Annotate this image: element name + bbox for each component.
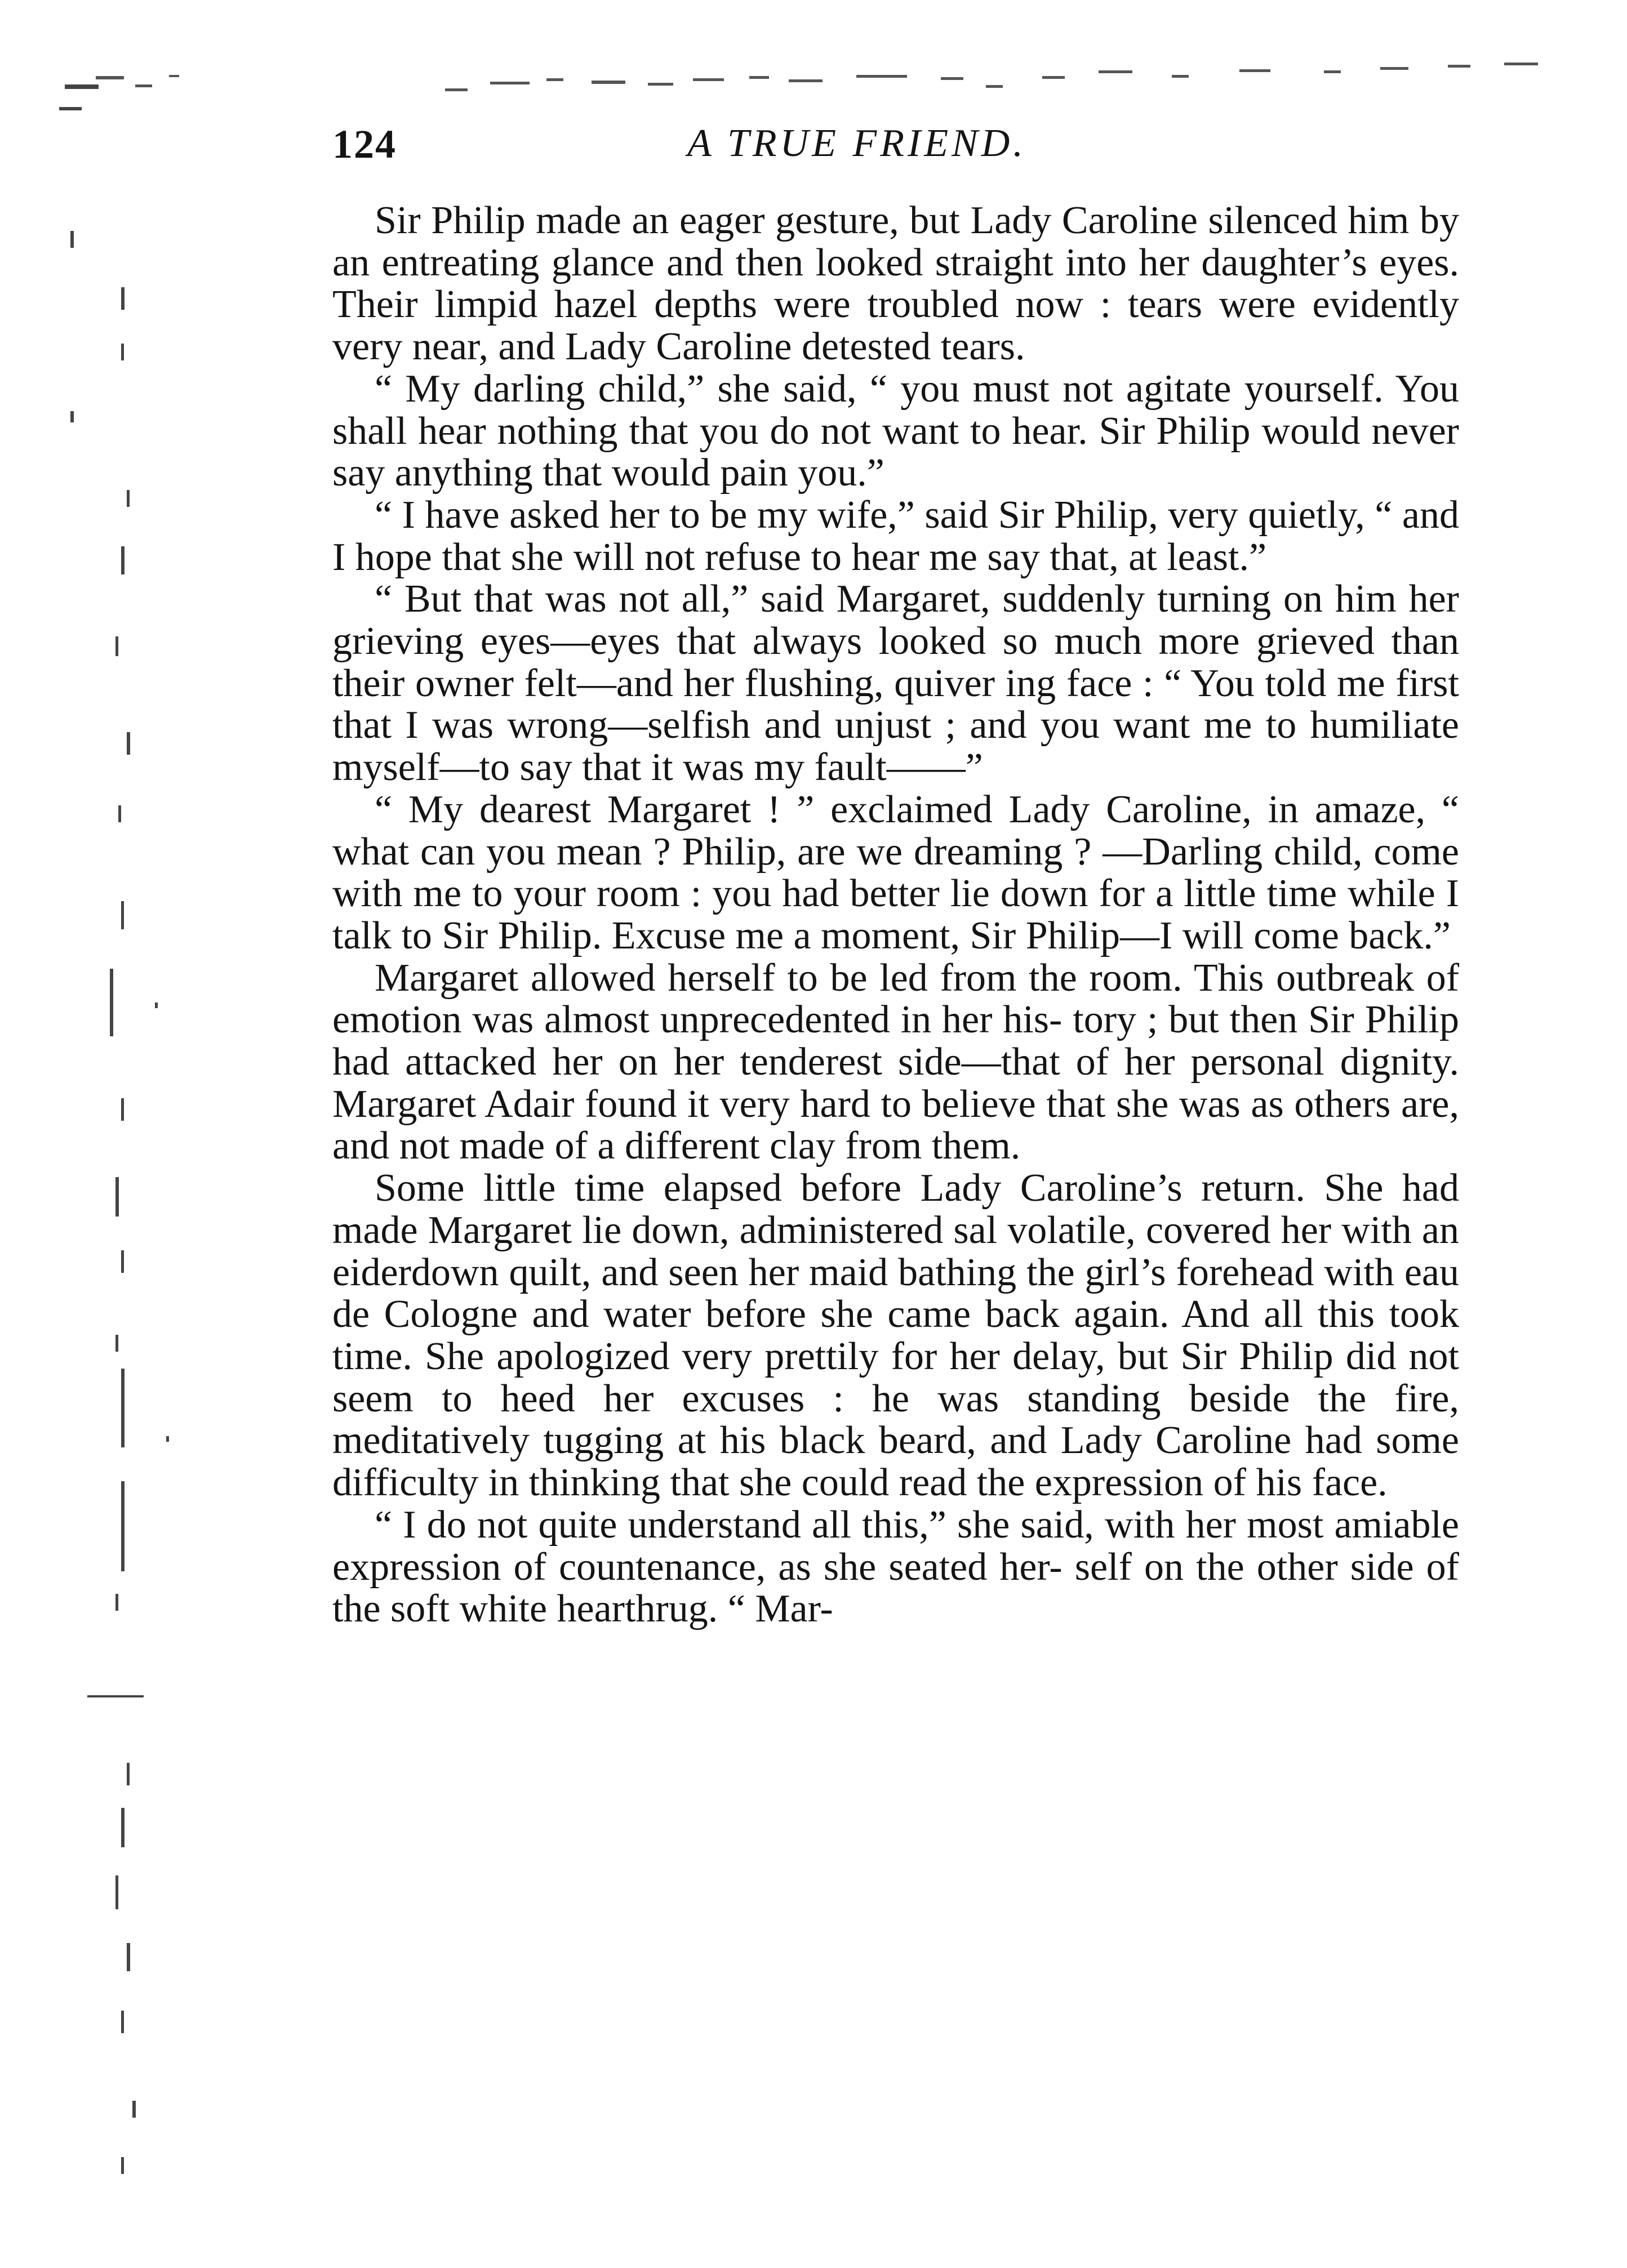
paragraph: “ I do not quite understand all this,” she said, with her most amiable expression of countenance, as she seated her- self on the other side of the soft white hearthrug. “ Mar- bbox=[332, 1503, 1459, 1631]
body-text bbox=[332, 200, 1459, 1630]
paragraph: “ But that was not all,” said Margaret, suddenly turning on him her grieving eyes—eyes that always looked so much more grieved than their owner felt—and her flushing, quiver ing face : “ You told me first that I was wrong—selfish and unjust ; and you want me to humiliate myself—to say that it was my fault——” bbox=[332, 577, 1459, 790]
scan-speckle-left-margin bbox=[54, 73, 183, 2213]
paragraph: “ My darling child,” she said, “ you must not agitate yourself. You shall hear nothing that you do not want to hear. Sir Philip would never say anything that would pain you.” bbox=[332, 367, 1459, 495]
scan-speckle-top bbox=[85, 54, 1549, 121]
paragraph: Margaret allowed herself to be led from the room. This outbreak of emotion was almost unprecedented in her his- tory ; but then Sir Philip had attacked her on her tenderest side—that of her personal dignity. Margaret Adair found it very hard to believe that she was as others are, and not made of a different clay from them. bbox=[332, 956, 1459, 1168]
running-head bbox=[0, 121, 1627, 189]
running-title: A TRUE FRIEND. bbox=[687, 122, 1026, 165]
paragraph: Some little time elapsed before Lady Caroline’s return. She had made Margaret lie down, administered sal volatile, covered her with an eiderdown quilt, and seen her maid bathing the girl’s forehead with eau de Cologne and water before she came back again. And all this took time. She apologized very prettily for her delay, but Sir Philip did not seem to heed her excuses : he was standing beside the fire, meditatively tugging at his black beard, and Lady Caroline had some difficulty in thinking that she could read the expression of his face. bbox=[332, 1166, 1459, 1505]
paragraph: “ My dearest Margaret ! ” exclaimed Lady Caroline, in amaze, “ what can you mean ? Philip, are we dreaming ? —Darling child, come with me to your room : you had better lie down for a little time while I talk to Sir Philip. Excuse me a moment, Sir Philip—I will come back.” bbox=[332, 787, 1459, 957]
paragraph: “ I have asked her to be my wife,” said Sir Philip, very quietly, “ and I hope that she will not refuse to hear me say that, at least.” bbox=[332, 493, 1459, 579]
page-number: 124 bbox=[332, 122, 397, 167]
paragraph: Sir Philip made an eager gesture, but Lady Caroline silenced him by an entreating glance and then looked straight into her daughter’s eyes. Their limpid hazel depths were troubled now : tears were evidently very near, and Lady Caroline detested tears. bbox=[332, 199, 1459, 369]
